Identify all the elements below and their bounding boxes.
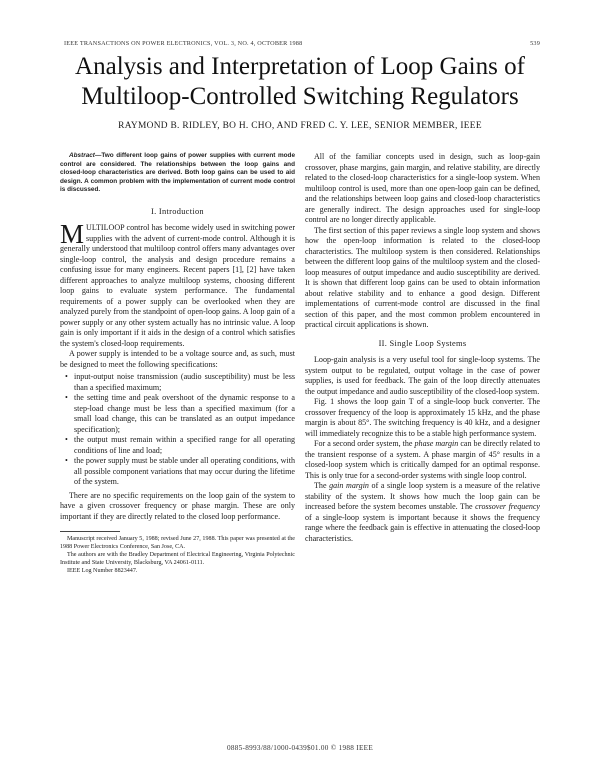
section-heading-introduction: I. Introduction	[151, 206, 204, 216]
single-loop-paragraph-3	[305, 439, 540, 481]
spec-item: • the setting time and peak overshoot of the dynamic response to a step-load change must be less than a specified maximum (for a small load change, this can be translated as an output impedance specification);	[74, 393, 295, 435]
footnote-divider	[60, 531, 120, 532]
page-number: 539	[530, 40, 540, 47]
intro-paragraph-4: All of the familiar concepts used in design, such as loop-gain crossover, phase margins, gain margin, and relative stability, are directly related to the closed-loop characteristics for a single-loop system. When multiloop control is used, more than one open-loop gain can be defined, and the relationships between loop gains and closed-loop characteristics are generally indirect. The design approaches used for single-loop control are no longer directly applicable.	[305, 152, 540, 224]
running-head	[64, 40, 540, 47]
phase-margin-term: phase margin	[414, 439, 459, 448]
text-run: of a single loop system is a measure of the relative stability of the system. It shows how much the loop gain can be increased before the system becomes unstable. The	[305, 481, 540, 511]
section-spacer	[305, 331, 540, 339]
spec-item: • input-output noise transmission (audio susceptibility) must be less than a specified maximum;	[74, 372, 295, 393]
abstract-label: Abstract	[69, 152, 95, 159]
intro-paragraph-3: There are no specific requirements on the loop gain of the system to have a given crossover frequency or phase margin. These are only important if they are directly related to the closed loop performance.	[60, 490, 295, 521]
footnote-log-number: IEEE Log Number 8823447.	[67, 568, 138, 575]
title-line-2: Multiloop-Controlled Switching Regulators	[81, 83, 519, 110]
journal-header: IEEE TRANSACTIONS ON POWER ELECTRONICS, VOL. 3, NO. 4, OCTOBER 1988	[64, 40, 303, 47]
single-loop-paragraph-4	[305, 481, 540, 544]
spec-item: • the power supply must be stable under all operating conditions, with all possible component variations that may occur during the lifetime of the system.	[74, 456, 295, 488]
specification-list	[60, 372, 295, 488]
footnote-received: Manuscript received January 5, 1988; revised June 27, 1988. This paper was presented at the 1988 Power Electronics Conference, San Jose, CA.	[60, 536, 295, 551]
spec-item: • the output must remain within a specified range for all operating conditions of line and load;	[74, 435, 295, 456]
copyright-line: 0885-8993/88/1000-0439$01.00 © 1988 IEEE	[226, 744, 374, 752]
right-column	[305, 152, 540, 544]
intro-paragraph-2: A power supply is intended to be a voltage source and, as such, must be designed to meet the following specifications:	[60, 349, 295, 369]
intro-paragraph-1-text: ULTILOOP control has become widely used in switching power supplies with the advent of current-mode control. Although it is generally understood that multiloop control offers many advantages over single-loop control, the analysis and design procedure remains a confusing issue for many engineers. Recent papers [1], [2] have taken different approaches to analyze multiloop systems, choosing different loop gains to evaluate system performance. The fundamental requirements of a power supply can be overlooked when they are analyzed purely from the standpoint of open-loop gains. A loop gain of a power supply or any other system actually has no intrinsic value. A loop gain is only important if it aids in the design of a control which satisfies the system's closed-loop requirements.	[60, 223, 295, 348]
intro-paragraph-1	[60, 219, 295, 349]
intro-paragraph-5: The first section of this paper reviews a single loop system and shows how the open-loop information is related to the closed-loop characteristics. The multiloop system is then considered. Relationships between the different loop gains of the multiloop system and the closed-loop measures of output impedance and audio susceptibility are derived. It is shown that different loop gains can be used to obtain information about relative stability and to enhance a good design. Different implementations of current-mode control are discussed in the final section of this paper, and the most common problem encountered in practical circuit applications is shown.	[305, 225, 540, 329]
single-loop-paragraph-1: Loop-gain analysis is a very useful tool for single-loop systems. The system output to be regulated, output voltage in the case of power supplies, is used for feedback. The gain of the loop directly attenuates the output impedance and audio susceptibility of the closed-loop system.	[305, 355, 540, 396]
drop-cap: M	[60, 219, 85, 250]
abstract	[60, 152, 295, 195]
left-column	[60, 152, 295, 575]
text-run: can be directly related to the transient response of a system. A phase margin of 45° results in a closed-loop system which is critically damped for an optimal response. This is only true for a second-order systems with single loop control.	[305, 439, 540, 480]
abstract-text: —Two different loop gains of power supplies with current mode control are considered. The relationships between the loop gains and closed-loop characteristics are derived. Both loop gains can be used to aid design. A common problem with the implementation of current mode control is discussed.	[60, 152, 295, 194]
author-list: RAYMOND B. RIDLEY, BO H. CHO, AND FRED C. Y. LEE, SENIOR MEMBER, IEEE	[118, 121, 482, 131]
paper-title	[60, 52, 540, 112]
gain-margin-term: gain margin	[329, 481, 369, 490]
text-run: of a single-loop system is important because it shows the frequency range where the feedback gain is effective in attenuating the closed-loop characteristics.	[305, 512, 540, 543]
single-loop-paragraph-2: Fig. 1 shows the loop gain T of a single-loop buck converter. The crossover frequency of the loop is approximately 15 kHz, and the phase margin is about 85°. The switching frequency is 40 kHz, and a designer will immediately recognize this to be a stable high performance system.	[305, 397, 540, 438]
crossover-frequency-term: crossover frequency	[475, 502, 540, 511]
title-line-1: Analysis and Interpretation of Loop Gains of	[75, 53, 525, 80]
text-run: For a second order system, the	[314, 439, 415, 448]
footnote-affiliation: The authors are with the Bradley Department of Electrical Engineering, Virginia Polytechnic Institute and State University, Blacksburg, VA 24061-0111.	[60, 552, 295, 567]
section-heading-single-loop: II. Single Loop Systems	[378, 338, 467, 348]
text-run: The	[314, 481, 330, 490]
